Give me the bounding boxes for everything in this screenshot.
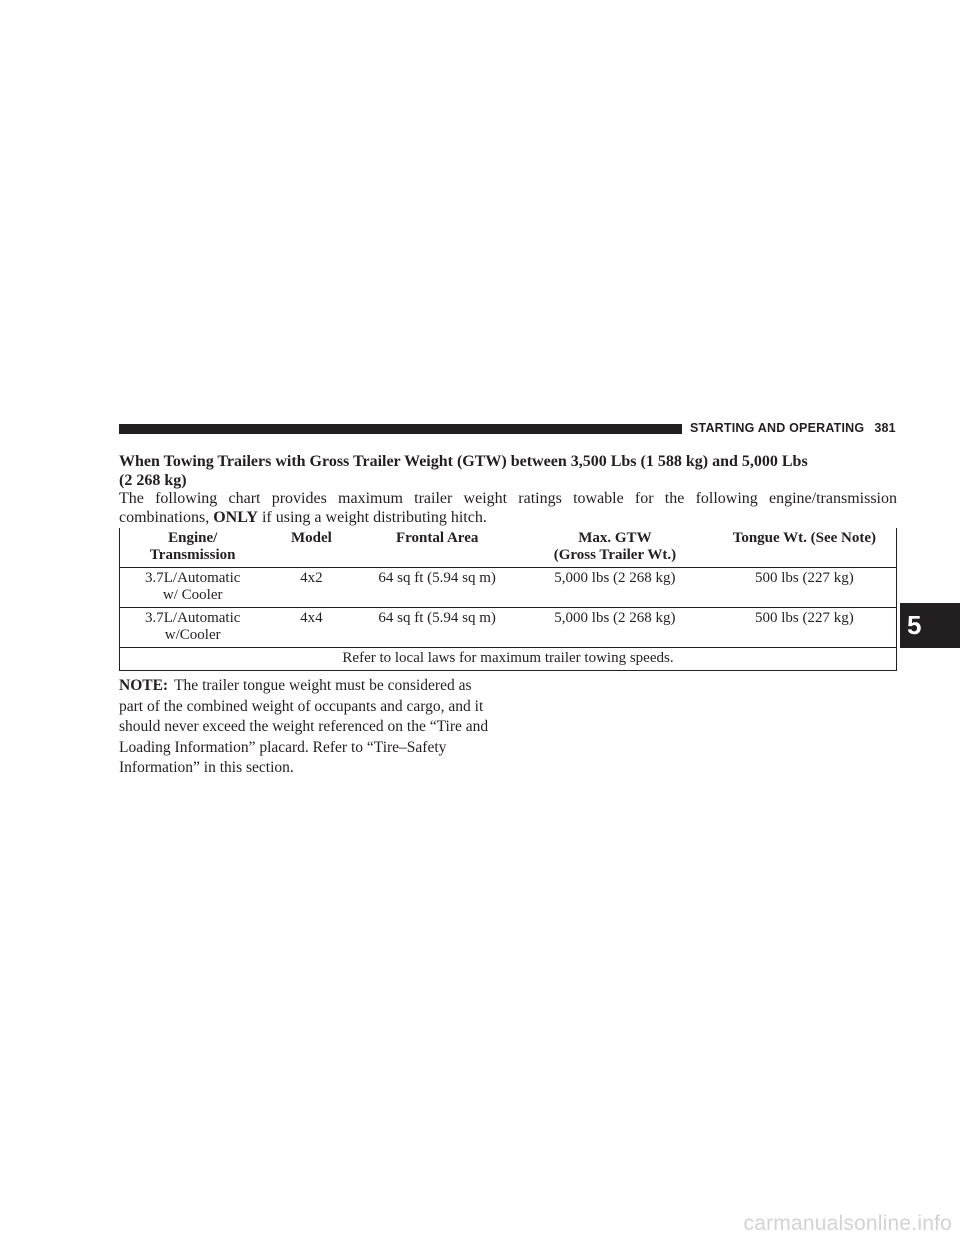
cell-engine-line2: w/ Cooler <box>162 587 223 603</box>
cell-frontal-area: 64 sq ft (5.94 sq m) <box>357 568 517 608</box>
cell-engine <box>120 568 266 608</box>
cell-frontal-area: 64 sq ft (5.94 sq m) <box>357 608 517 648</box>
header-engine <box>120 528 266 568</box>
header-frontal-area: Frontal Area <box>357 528 517 568</box>
intro-text-end: if using a weight distributing hitch. <box>261 509 487 526</box>
note-text: The trailer tongue weight must be considered as part of the combined weight of occupants and cargo, and it should never exceed the weight referenced on the “Tire and Loading Information” placard. Refer to “Tire–Safety Information” in this section. <box>119 677 489 776</box>
cell-max-gtw: 5,000 lbs (2 268 kg) <box>517 568 713 608</box>
table-footer-row <box>120 648 897 671</box>
intro-paragraph <box>119 489 897 527</box>
header-max-gtw-line2: (Gross Trailer Wt.) <box>553 547 677 563</box>
running-header <box>690 421 896 435</box>
intro-text: The following chart provides maximum trailer weight ratings towable for the following engine/transmission combinations, <box>119 490 897 526</box>
table-row <box>120 608 897 648</box>
chapter-tab: 5 <box>900 603 960 648</box>
table-header-row <box>120 528 897 568</box>
note-label: NOTE: <box>119 677 169 694</box>
header-engine-line1: Engine/ <box>168 530 218 546</box>
table-row <box>120 568 897 608</box>
cell-engine-line1: 3.7L/Automatic <box>145 570 241 586</box>
header-max-gtw <box>517 528 713 568</box>
section-title: STARTING AND OPERATING <box>690 421 865 435</box>
header-tongue: Tongue Wt. (See Note) <box>713 528 897 568</box>
cell-model: 4x2 <box>265 568 357 608</box>
cell-engine-line2: w/Cooler <box>164 627 221 643</box>
section-heading <box>119 452 909 490</box>
header-engine-line2: Transmission <box>149 547 236 563</box>
watermark: carmanualsonline.info <box>743 1212 952 1235</box>
table-footer-note: Refer to local laws for maximum trailer towing speeds. <box>120 648 897 671</box>
cell-engine-line1: 3.7L/Automatic <box>145 610 241 626</box>
intro-emphasis: ONLY <box>213 509 258 526</box>
header-rule <box>119 424 682 434</box>
cell-engine <box>120 608 266 648</box>
cell-tongue: 500 lbs (227 kg) <box>713 608 897 648</box>
note-paragraph <box>119 676 495 779</box>
heading-line-1: When Towing Trailers with Gross Trailer Weight (GTW) between 3,500 Lbs (1 588 kg) and 5,000 Lbs <box>119 453 808 470</box>
cell-tongue: 500 lbs (227 kg) <box>713 568 897 608</box>
cell-model: 4x4 <box>265 608 357 648</box>
heading-line-2: (2 268 kg) <box>119 472 187 489</box>
page-number: 381 <box>874 421 896 435</box>
header-model: Model <box>265 528 357 568</box>
header-max-gtw-line1: Max. GTW <box>578 530 652 546</box>
cell-max-gtw: 5,000 lbs (2 268 kg) <box>517 608 713 648</box>
towing-spec-table <box>119 528 897 671</box>
